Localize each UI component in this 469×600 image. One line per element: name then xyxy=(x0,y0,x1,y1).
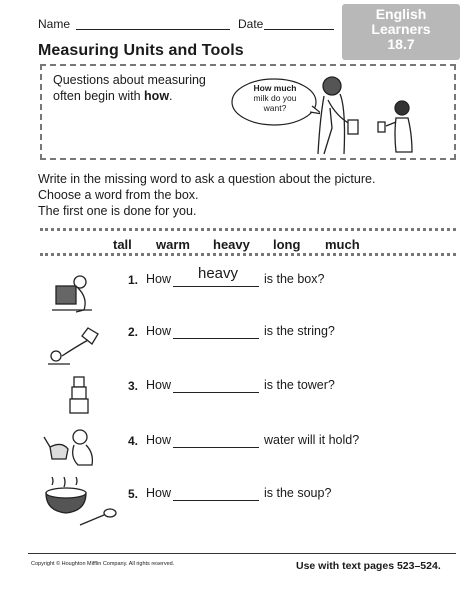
question-number: 1. xyxy=(128,273,139,287)
kite-string-icon xyxy=(44,322,104,368)
question-suffix: is the string? xyxy=(264,324,335,338)
word-bank-item: tall xyxy=(113,237,132,252)
answer-blank[interactable] xyxy=(173,286,259,287)
name-field-line[interactable] xyxy=(76,29,230,30)
bubble-line-2: milk do you xyxy=(253,93,297,103)
copyright-text: Copyright © Houghton Mifflin Company. All rights reserved. xyxy=(31,561,175,567)
soup-bowl-spoon-icon xyxy=(40,477,120,527)
text-pages-reference: Use with text pages 523–524. xyxy=(296,560,441,572)
intro-line-2-suffix: . xyxy=(169,89,173,103)
question-prefix: How xyxy=(146,324,172,338)
badge-line-1: English xyxy=(375,6,427,22)
child-lifting-box-icon xyxy=(48,270,96,314)
directions-line-2: Choose a word from the box. xyxy=(38,188,199,202)
question-prefix: How xyxy=(146,378,172,392)
word-bank-item: long xyxy=(273,237,301,252)
badge-line-2: Learners xyxy=(371,21,431,37)
badge-line-3: 18.7 xyxy=(387,36,415,52)
word-bank-item: heavy xyxy=(213,237,250,252)
word-bank-item: warm xyxy=(156,237,190,252)
intro-keyword: how xyxy=(144,89,170,103)
bubble-line-1: How much xyxy=(253,83,297,93)
question-number: 4. xyxy=(128,434,139,448)
question-prefix: How xyxy=(146,433,172,447)
block-tower-icon xyxy=(60,373,100,417)
bubble-line-3: want? xyxy=(263,103,287,113)
answer-blank[interactable] xyxy=(173,392,259,393)
word-bank-item: much xyxy=(325,237,360,252)
date-field-line[interactable] xyxy=(264,29,334,30)
question-suffix: is the tower? xyxy=(264,378,335,392)
question-suffix: water will it hold? xyxy=(264,433,360,447)
answer-blank[interactable] xyxy=(173,500,259,501)
intro-line-1: Questions about measuring xyxy=(53,73,206,87)
bubble-text xyxy=(236,83,314,113)
directions-line-1: Write in the missing word to ask a question about the picture. xyxy=(38,172,376,186)
word-bank xyxy=(40,228,456,256)
answer-text: heavy xyxy=(198,265,239,282)
question-number: 3. xyxy=(128,379,139,393)
question-number: 2. xyxy=(128,325,139,339)
date-label: Date xyxy=(238,17,264,31)
question-suffix: is the soup? xyxy=(264,486,332,500)
child-with-teapot-icon xyxy=(40,425,100,469)
footer-divider xyxy=(28,553,456,554)
man-and-girl-illustration xyxy=(310,68,430,156)
english-learners-badge xyxy=(342,4,460,60)
intro-line-2-prefix: often begin with xyxy=(53,89,145,103)
directions-line-3: The first one is done for you. xyxy=(38,204,197,218)
intro-line-2 xyxy=(53,89,173,103)
question-prefix: How xyxy=(146,486,172,500)
answer-blank[interactable] xyxy=(173,338,259,339)
question-prefix: How xyxy=(146,272,172,286)
name-label: Name xyxy=(38,17,71,31)
question-suffix: is the box? xyxy=(264,272,325,286)
page-title: Measuring Units and Tools xyxy=(38,42,244,59)
question-number: 5. xyxy=(128,487,139,501)
answer-blank[interactable] xyxy=(173,447,259,448)
